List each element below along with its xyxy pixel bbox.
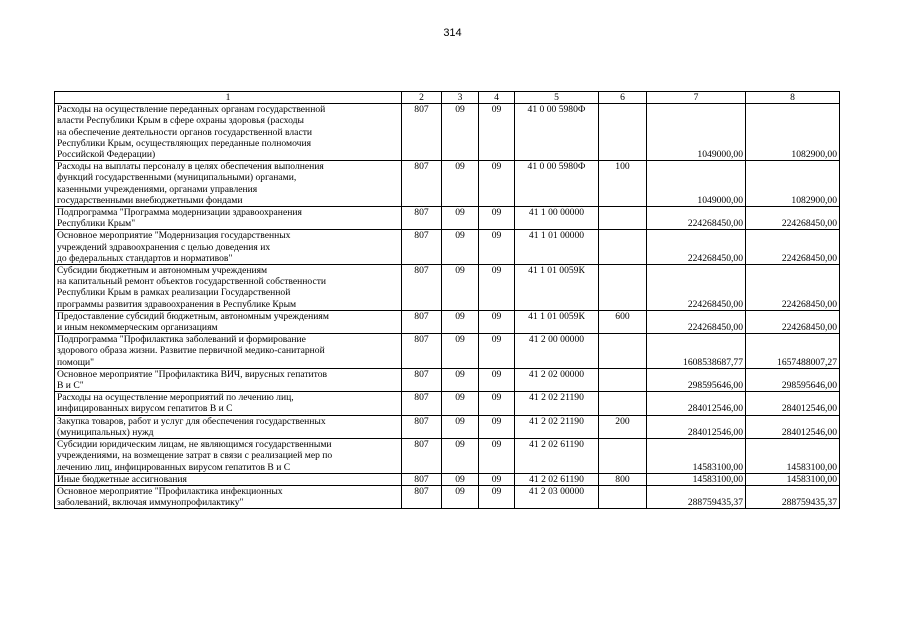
section-code: 09 [442,230,479,265]
expense-name-line: функций государственными (муниципальными) органами, [57,172,297,184]
section-code: 09 [442,310,479,333]
ministry-code: 807 [402,265,442,311]
expense-name-line: на обеспечение деятельности органов государственной власти [57,126,313,138]
amount-year-1: 288759435,37 [647,485,746,508]
expense-name-line: Расходы на осуществление мероприятий по лечению лиц, [57,392,294,404]
amount-year-2: 284012546,00 [746,392,840,415]
expense-name-line: Закупка товаров, работ и услуг для обеспечения государственных [57,415,326,427]
table-row [55,415,840,438]
amount-year-1: 14583100,00 [647,473,746,485]
subsection-code: 09 [479,368,515,391]
amount-year-2: 1657488007,27 [746,334,840,369]
table-row [55,230,840,265]
expense-name-line: Основное мероприятие "Профилактика инфекционных [57,485,283,497]
section-code: 09 [442,334,479,369]
section-code: 09 [442,104,479,161]
expense-name [55,334,402,369]
subsection-code: 09 [479,392,515,415]
amount-year-2: 298595646,00 [746,368,840,391]
expense-name-line: (муниципальных) нужд [57,426,154,438]
ministry-code: 807 [402,104,442,161]
expense-name-line: программы развития здравоохранения в Республике Крым [57,298,297,310]
amount-year-1: 224268450,00 [647,265,746,311]
column-header: 7 [647,92,746,104]
table-row [55,104,840,161]
amount-year-1: 224268450,00 [647,207,746,230]
ministry-code: 807 [402,485,442,508]
budget-table [54,91,840,509]
expense-name-line: Субсидии бюджетным и автономным учреждениям [57,265,268,277]
expense-name-line: Республики Крым, осуществляющих переданные полномочия [57,137,311,149]
amount-year-1: 1049000,00 [647,161,746,207]
amount-year-2: 1082900,00 [746,104,840,161]
target-article-code: 41 1 01 0059К [515,265,599,311]
expense-name-line: власти Республики Крым в сфере охраны здоровья (расходы [57,115,304,127]
section-code: 09 [442,485,479,508]
target-article-code: 41 2 02 00000 [515,368,599,391]
expense-name-line: государственными внебюджетными фондами [57,194,243,206]
table-row [55,207,840,230]
expense-type-code: 600 [599,310,647,333]
expense-type-code [599,485,647,508]
amount-year-1: 14583100,00 [647,439,746,474]
expense-name-line: инфицированных вирусом гепатитов В и С [57,403,233,415]
target-article-code: 41 0 00 5980Ф [515,104,599,161]
ministry-code: 807 [402,439,442,474]
section-code: 09 [442,368,479,391]
table-row [55,439,840,474]
section-code: 09 [442,207,479,230]
amount-year-2: 224268450,00 [746,310,840,333]
ministry-code: 807 [402,368,442,391]
expense-type-code: 800 [599,473,647,485]
target-article-code: 41 2 03 00000 [515,485,599,508]
expense-type-code: 200 [599,415,647,438]
table-row [55,334,840,369]
expense-name [55,265,402,311]
ministry-code: 807 [402,230,442,265]
amount-year-2: 224268450,00 [746,207,840,230]
expense-type-code [599,104,647,161]
subsection-code: 09 [479,334,515,369]
expense-type-code [599,230,647,265]
expense-name-line: помощи" [57,356,95,368]
amount-year-2: 284012546,00 [746,415,840,438]
expense-name-line: Предоставление субсидий бюджетным, автономным учреждениям [57,310,329,322]
expense-name-line: Основное мероприятие "Модернизация государственных [57,230,291,242]
expense-name [55,439,402,474]
section-code: 09 [442,415,479,438]
subsection-code: 09 [479,207,515,230]
amount-year-1: 284012546,00 [647,392,746,415]
expense-name-line: Подпрограмма "Профилактика заболеваний и формирование [57,334,306,346]
table-row [55,161,840,207]
amount-year-2: 14583100,00 [746,473,840,485]
target-article-code: 41 2 00 00000 [515,334,599,369]
expense-name-line: учреждениями, на возмещение затрат в связи с реализацией мер по [57,450,333,462]
expense-name-line: Расходы на выплаты персоналу в целях обеспечения выполнения [57,161,324,173]
column-header: 3 [442,92,479,104]
target-article-code: 41 1 01 0059К [515,310,599,333]
table-row [55,265,840,311]
subsection-code: 09 [479,439,515,474]
target-article-code: 41 0 00 5980Ф [515,161,599,207]
amount-year-1: 224268450,00 [647,310,746,333]
expense-name [55,104,402,161]
column-header: 4 [479,92,515,104]
subsection-code: 09 [479,230,515,265]
expense-name [55,473,402,485]
target-article-code: 41 2 02 61190 [515,473,599,485]
expense-name [55,161,402,207]
target-article-code: 41 1 01 00000 [515,230,599,265]
ministry-code: 807 [402,334,442,369]
expense-name-line: Российской Федерации) [57,149,156,161]
ministry-code: 807 [402,473,442,485]
expense-name-line: до федеральных стандартов и нормативов" [57,252,233,264]
page-number: 314 [443,27,462,39]
section-code: 09 [442,161,479,207]
expense-name-line: Республики Крым" [57,218,136,230]
amount-year-2: 224268450,00 [746,265,840,311]
expense-name-line: заболеваний, включая иммунопрофилактику" [57,497,244,509]
expense-name-line: казенными учреждениями, органами управления [57,183,258,195]
expense-type-code [599,392,647,415]
amount-year-2: 288759435,37 [746,485,840,508]
expense-name-line: Основное мероприятие "Профилактика ВИЧ, вирусных гепатитов [57,368,328,380]
column-header: 5 [515,92,599,104]
ministry-code: 807 [402,392,442,415]
expense-type-code [599,439,647,474]
column-header: 2 [402,92,442,104]
section-code: 09 [442,439,479,474]
expense-name [55,230,402,265]
expense-name [55,392,402,415]
column-header: 6 [599,92,647,104]
subsection-code: 09 [479,485,515,508]
amount-year-1: 1049000,00 [647,104,746,161]
expense-type-code [599,368,647,391]
amount-year-2: 224268450,00 [746,230,840,265]
amount-year-2: 14583100,00 [746,439,840,474]
subsection-code: 09 [479,265,515,311]
target-article-code: 41 2 02 21190 [515,392,599,415]
expense-name-line: Субсидии юридическим лицам, не являющимся государственными [57,439,332,451]
ministry-code: 807 [402,310,442,333]
section-code: 09 [442,473,479,485]
expense-name-line: лечению лиц, инфицированных вирусом гепатитов В и С [57,461,291,473]
subsection-code: 09 [479,104,515,161]
section-code: 09 [442,392,479,415]
target-article-code: 41 2 02 21190 [515,415,599,438]
expense-type-code [599,334,647,369]
table-row [55,310,840,333]
amount-year-2: 1082900,00 [746,161,840,207]
expense-name-line: В и С" [57,380,84,392]
subsection-code: 09 [479,161,515,207]
table-row [55,473,840,485]
expense-name-line: на капитальный ремонт объектов государственной собственности [57,276,327,288]
section-code: 09 [442,265,479,311]
table-row [55,392,840,415]
expense-name-line: здорового образа жизни. Развитие первичной медико-санитарной [57,345,325,357]
amount-year-1: 1608538687,77 [647,334,746,369]
column-header: 8 [746,92,840,104]
subsection-code: 09 [479,473,515,485]
subsection-code: 09 [479,310,515,333]
expense-name [55,415,402,438]
expense-name [55,368,402,391]
ministry-code: 807 [402,207,442,230]
amount-year-1: 284012546,00 [647,415,746,438]
amount-year-1: 298595646,00 [647,368,746,391]
table-row [55,368,840,391]
ministry-code: 807 [402,161,442,207]
expense-name-line: учреждений здравоохранения с целью доведения их [57,241,271,253]
amount-year-1: 224268450,00 [647,230,746,265]
table-row [55,485,840,508]
subsection-code: 09 [479,415,515,438]
expense-name-line: Иные бюджетные ассигнования [57,473,187,485]
expense-name-line: Республики Крым в рамках реализации Государственной [57,287,291,299]
expense-name-line: и иным некоммерческим организациям [57,322,218,334]
expense-name [55,485,402,508]
expense-name-line: Расходы на осуществление переданных органам государственной [57,104,326,116]
expense-name-line: Подпрограмма "Программа модернизации здравоохранения [57,207,302,219]
expense-type-code [599,207,647,230]
expense-type-code [599,265,647,311]
expense-name [55,310,402,333]
ministry-code: 807 [402,415,442,438]
column-number-row [55,92,840,104]
target-article-code: 41 2 02 61190 [515,439,599,474]
column-header: 1 [55,92,402,104]
expense-type-code: 100 [599,161,647,207]
target-article-code: 41 1 00 00000 [515,207,599,230]
expense-name [55,207,402,230]
